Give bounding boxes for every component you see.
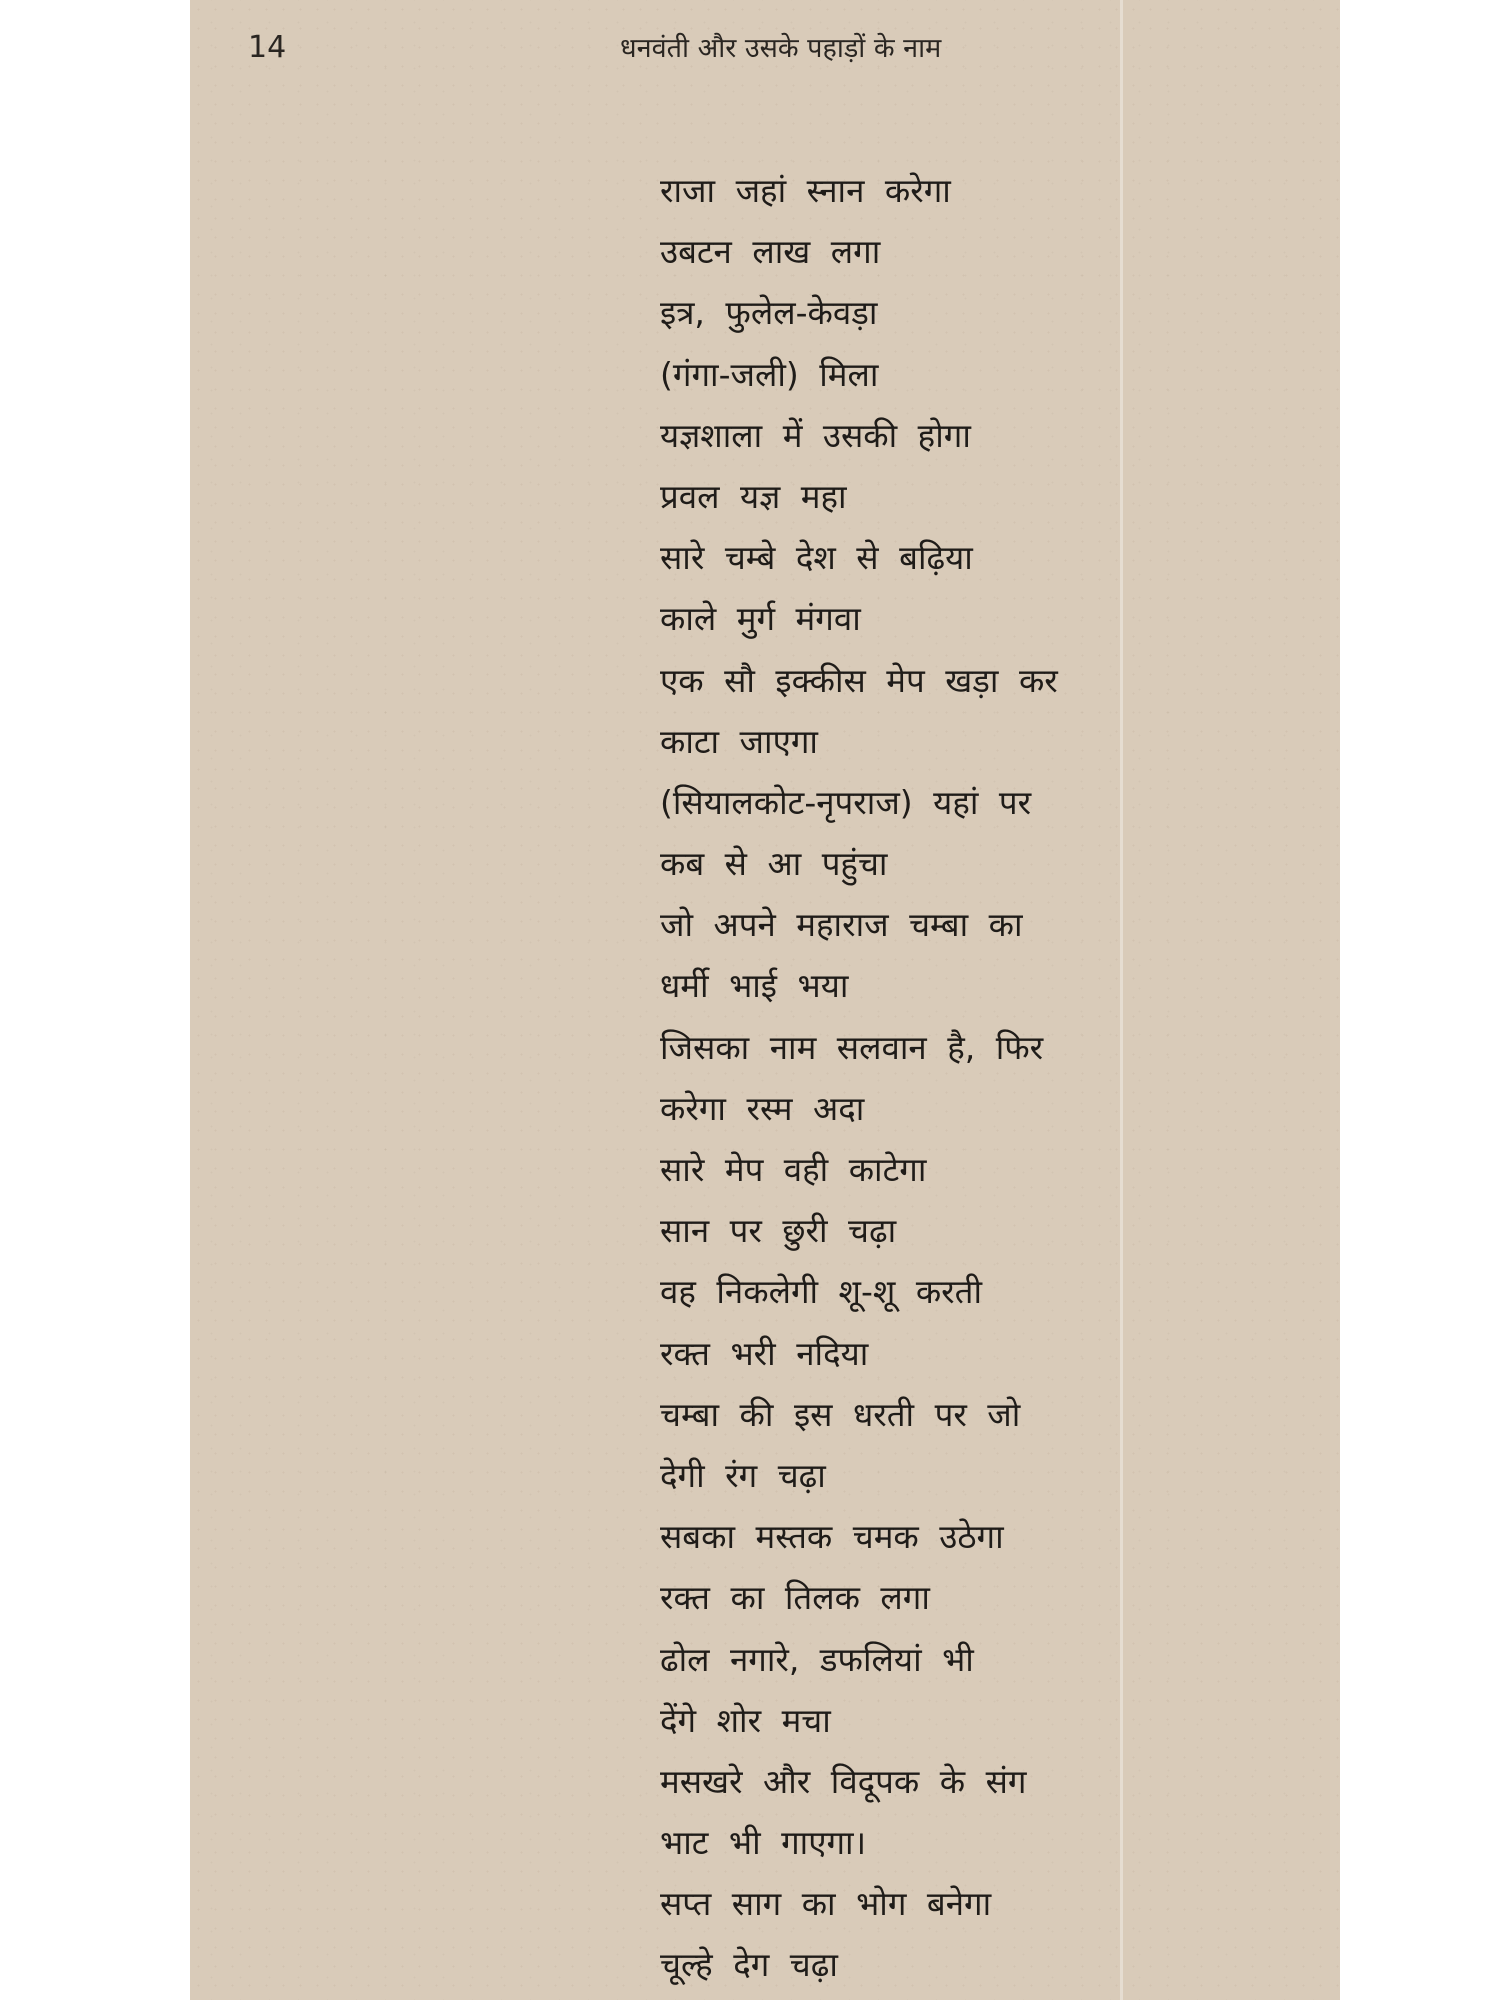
poem-line: वह निकलेगी शू-शू करती [660, 1272, 983, 1312]
poem-line: भाट भी गाएगा। [660, 1823, 867, 1863]
poem-line: प्रवल यज्ञ महा [660, 476, 847, 516]
poem-text [660, 160, 1058, 1996]
poem-line: ढोल नगारे, डफलियां भी [660, 1639, 974, 1679]
poem-line: धर्मी भाई भया [660, 966, 849, 1006]
poem-line: देगी रंग चढ़ा [660, 1455, 826, 1495]
poem-line: उबटन लाख लगा [660, 232, 881, 272]
poem-line: रक्त का तिलक लगा [660, 1578, 930, 1618]
poem-line: सारे मेप वही काटेगा [660, 1150, 927, 1189]
poem-line: सान पर छुरी चढ़ा [660, 1211, 897, 1251]
page-number: 14 [248, 30, 287, 65]
poem-line: राजा जहां स्नान करेगा [660, 171, 951, 210]
poem-line: एक सौ इक्कीस मेप खड़ा कर [660, 660, 1058, 700]
poem-line: रक्त भरी नदिया [660, 1333, 869, 1373]
poem-line: सबका मस्तक चमक उठेगा [660, 1517, 1004, 1557]
poem-line: इत्र, फुलेल-केवड़ा [660, 293, 878, 333]
poem-line: यज्ञशाला में उसकी होगा [660, 415, 971, 455]
poem-line: मसखरे और विदूपक के संग [660, 1761, 1027, 1801]
poem-line: करेगा रस्म अदा [660, 1088, 865, 1128]
poem-line: (सियालकोट-नृपराज) यहां पर [660, 782, 1032, 822]
poem-line: देंगे शोर मचा [660, 1700, 831, 1740]
poem-line: जो अपने महाराज चम्बा का [660, 905, 1023, 945]
book-page [190, 0, 1340, 2000]
poem-line: जिसका नाम सलवान है, फिर [660, 1027, 1044, 1067]
poem-line: कब से आ पहुंचा [660, 844, 888, 884]
poem-line: सारे चम्बे देश से बढ़िया [660, 538, 973, 578]
poem-line: सप्त साग का भोग बनेगा [660, 1884, 992, 1924]
poem-line: चम्बा की इस धरती पर जो [660, 1394, 1021, 1434]
poem-line: (गंगा-जली) मिला [660, 354, 879, 394]
poem-line: चूल्हे देग चढ़ा [660, 1945, 838, 1985]
poem-line: काटा जाएगा [660, 721, 818, 761]
poem-line: काले मुर्ग मंगवा [660, 599, 861, 639]
running-header: धनवंती और उसके पहाड़ों के नाम [620, 33, 942, 64]
page-fold-crease [1120, 0, 1123, 2000]
